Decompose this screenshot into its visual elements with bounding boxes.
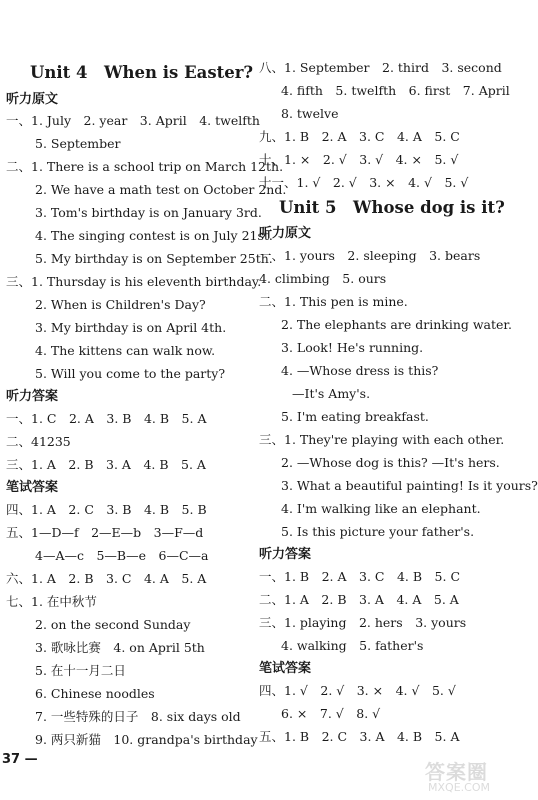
answer-line: 4. —Whose dress is this? bbox=[281, 363, 439, 378]
answer-line: 七、1. 在中秋节 bbox=[6, 594, 97, 609]
answer-line: 十一、1. √ 2. √ 3. × 4. √ 5. √ bbox=[259, 175, 469, 190]
answer-line: 一、1. C 2. A 3. B 4. B 5. A bbox=[6, 411, 207, 426]
answer-line: 一、1. B 2. A 3. C 4. B 5. C bbox=[259, 569, 461, 584]
answer-line: —It's Amy's. bbox=[292, 386, 371, 401]
answer-line: 4. walking 5. father's bbox=[281, 638, 424, 653]
answer-line: 十、1. × 2. √ 3. √ 4. × 5. √ bbox=[259, 152, 459, 167]
answer-line: 6. × 7. √ 8. √ bbox=[281, 706, 381, 721]
answer-line: 2. We have a math test on October 2nd. bbox=[35, 182, 287, 197]
answer-line: 五、1. B 2. C 3. A 4. B 5. A bbox=[259, 729, 460, 744]
answer-line: 四、1. A 2. C 3. B 4. B 5. B bbox=[6, 502, 207, 517]
answer-line: 二、41235 bbox=[6, 434, 71, 449]
answer-line: 一、1. yours 2. sleeping 3. bears bbox=[259, 248, 481, 263]
section-written-answers: 笔试答案 bbox=[259, 661, 312, 676]
watermark-text: 答案圈 bbox=[425, 760, 488, 784]
section-written-answers: 笔试答案 bbox=[6, 480, 59, 495]
section-listening-answers: 听力答案 bbox=[259, 547, 312, 562]
answer-line: 5. September bbox=[35, 136, 121, 151]
answer-line: 2. When is Children's Day? bbox=[35, 297, 206, 312]
answer-line: 4. The singing contest is on July 21st. bbox=[35, 228, 273, 243]
answer-line: 九、1. B 2. A 3. C 4. A 5. C bbox=[259, 129, 460, 144]
answer-line: 2. on the second Sunday bbox=[35, 617, 191, 632]
answer-line: 八、1. September 2. third 3. second bbox=[259, 60, 502, 75]
answer-line: 3. Look! He's running. bbox=[281, 340, 424, 355]
answer-line: 2. —Whose dog is this? —It's hers. bbox=[281, 455, 500, 470]
answer-line: 一、1. July 2. year 3. April 4. twelfth bbox=[6, 113, 260, 128]
answer-line: 5. Is this picture your father's. bbox=[281, 524, 475, 539]
answer-line: 三、1. Thursday is his eleventh birthday. bbox=[6, 274, 262, 289]
answer-line: 5. I'm eating breakfast. bbox=[281, 409, 429, 424]
answer-line: 4—A—c 5—B—e 6—C—a bbox=[35, 548, 209, 563]
answer-line: 3. 歌咏比赛 4. on April 5th bbox=[35, 640, 205, 655]
answer-line: 五、1—D—f 2—E—b 3—F—d bbox=[6, 525, 204, 540]
answer-line: 二、1. A 2. B 3. A 4. A 5. A bbox=[259, 592, 459, 607]
section-listening-text: 听力原文 bbox=[259, 226, 312, 241]
answer-line: 三、1. A 2. B 3. A 4. B 5. A bbox=[6, 457, 206, 472]
answer-line: 4. I'm walking like an elephant. bbox=[281, 501, 481, 516]
answer-line: 三、1. playing 2. hers 3. yours bbox=[259, 615, 467, 630]
page-number: 37 — bbox=[2, 752, 38, 767]
answer-line: 3. My birthday is on April 4th. bbox=[35, 320, 227, 335]
answer-line: 6. Chinese noodles bbox=[35, 686, 155, 701]
section-listening-text: 听力原文 bbox=[6, 92, 59, 107]
section-listening-answers: 听力答案 bbox=[6, 389, 59, 404]
answer-line: 六、1. A 2. B 3. C 4. A 5. A bbox=[6, 571, 207, 586]
unit4-title: Unit 4 When is Easter? bbox=[30, 63, 254, 82]
unit5-title: Unit 5 Whose dog is it? bbox=[279, 198, 505, 217]
answer-line: 三、1. They're playing with each other. bbox=[259, 432, 505, 447]
watermark-url: MXQE.COM bbox=[428, 781, 490, 794]
watermark-logo bbox=[410, 754, 492, 796]
answer-line: 9. 两只新猫 10. grandpa's birthday bbox=[35, 732, 258, 747]
answer-line: 2. The elephants are drinking water. bbox=[281, 317, 512, 332]
answer-line: 4. climbing 5. ours bbox=[259, 271, 387, 286]
answer-line: 3. What a beautiful painting! Is it yours? bbox=[281, 478, 538, 493]
answer-line: 四、1. √ 2. √ 3. × 4. √ 5. √ bbox=[259, 683, 456, 698]
answer-line: 二、1. There is a school trip on March 12th. bbox=[6, 159, 284, 174]
answer-line: 8. twelve bbox=[281, 106, 339, 121]
answer-line: 4. fifth 5. twelfth 6. first 7. April bbox=[281, 83, 510, 98]
answer-line: 5. My birthday is on September 25th. bbox=[35, 251, 273, 266]
answer-line: 5. Will you come to the party? bbox=[35, 366, 226, 381]
answer-line: 4. The kittens can walk now. bbox=[35, 343, 216, 358]
answer-line: 5. 在十一月二日 bbox=[35, 663, 126, 678]
answer-line: 3. Tom's birthday is on January 3rd. bbox=[35, 205, 262, 220]
answer-line: 7. 一些特殊的日子 8. six days old bbox=[35, 709, 241, 724]
answer-line: 二、1. This pen is mine. bbox=[259, 294, 408, 309]
